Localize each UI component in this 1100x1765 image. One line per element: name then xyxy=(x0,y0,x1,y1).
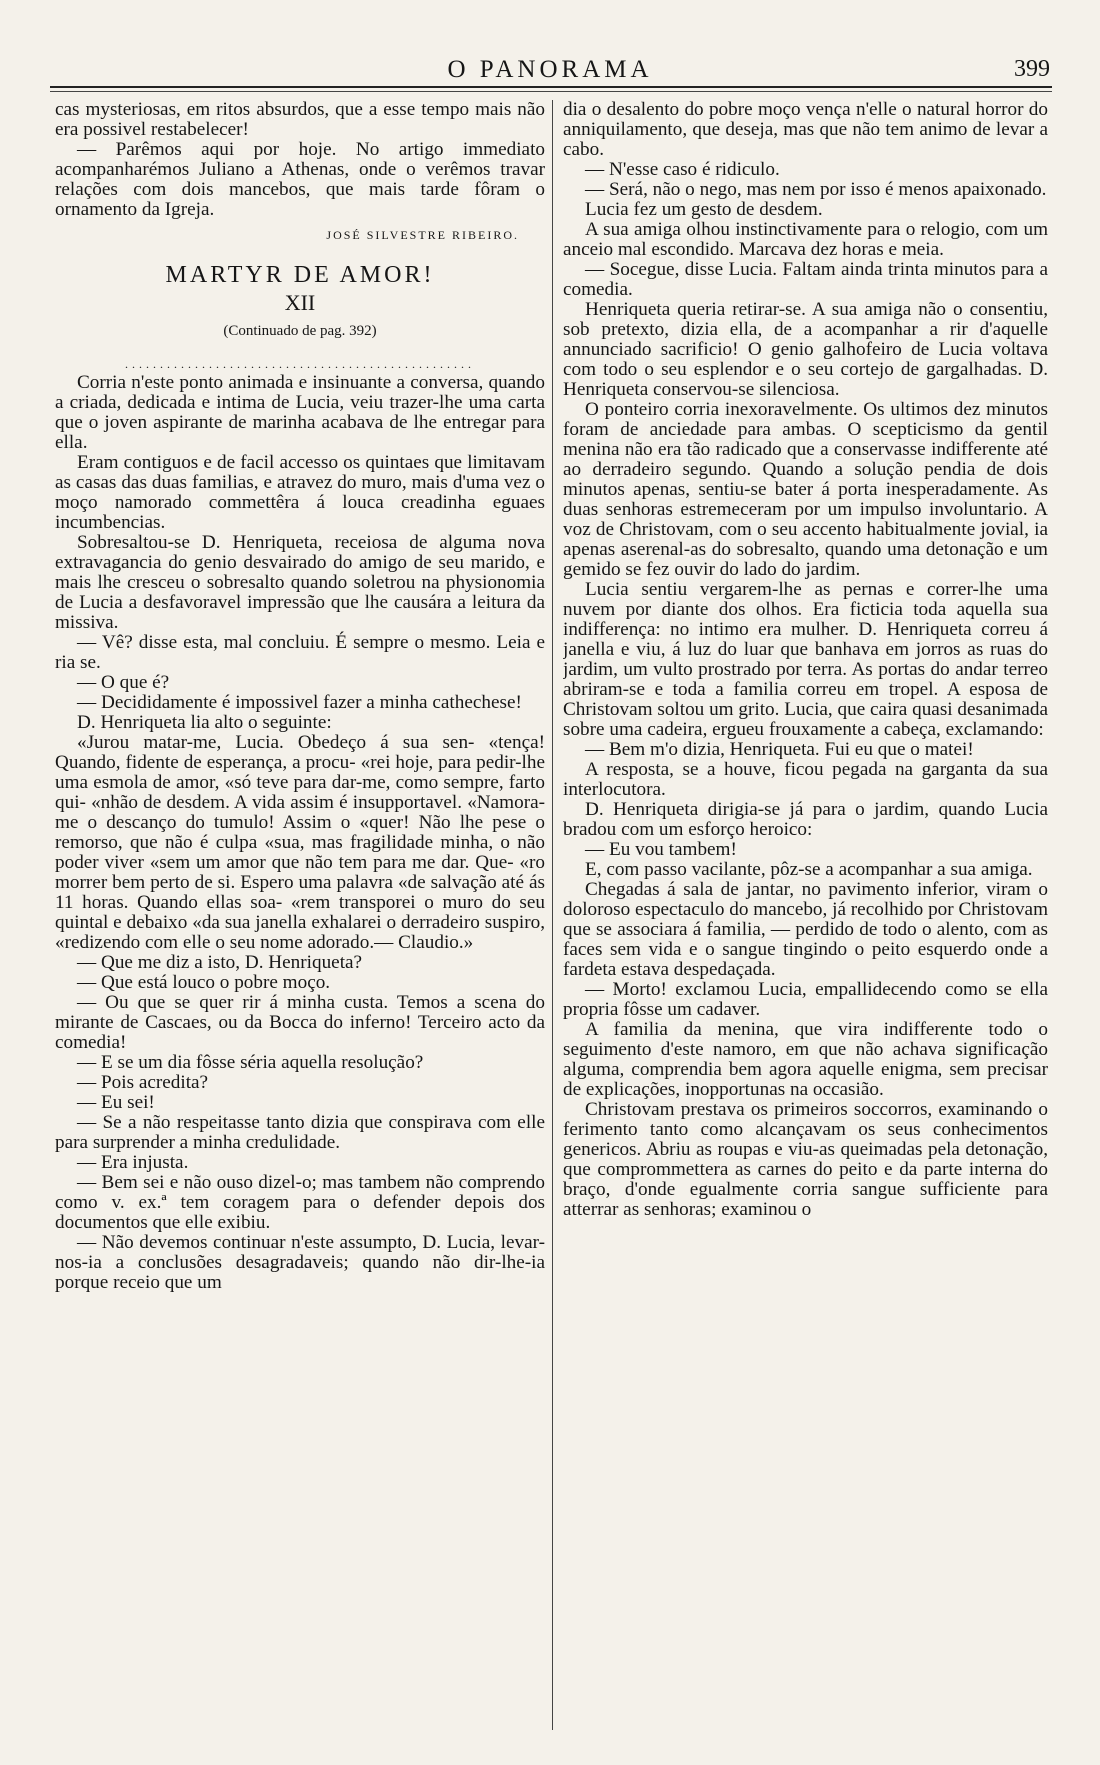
story-paragraph: — Se a não respeitasse tanto dizia que conspirava com elle para surprender a minha credulidade. xyxy=(55,1112,545,1153)
story-paragraph: D. Henriqueta lia alto o seguinte: xyxy=(77,712,332,733)
story-paragraph: Chegadas á sala de jantar, no pavimento inferior, viram o doloroso espectaculo do mancebo, já recolhido por Christovam que se associara á familia, — perdido de todo o alento, com as faces sem vida e o sangue tingindo o peito esquerdo onde a fardeta estava despedaçada. xyxy=(563,879,1048,980)
story-body-left xyxy=(55,373,545,1293)
story-paragraph: Christovam prestava os primeiros soccorros, examinando o ferimento tanto como alcançavam os seus conhecimentos genericos. Abriu as roupas e viu-as queimadas pela detonação, que comprommettera as carnes do peito e da parte interna do braço, d'onde egualmente corria sangue sufficiente para atterrar as senhoras; examinou o xyxy=(563,1099,1048,1220)
story-paragraph: Lucia sentiu vergarem-lhe as pernas e correr-lhe uma nuvem por diante dos olhos. Era ficticia toda aquella sua indifferença: no intimo era mulher. D. Henriqueta correu á janella e viu, á luz do luar que banhava em jorros as ruas do jardim, um vulto prostrado por terra. As portas do andar terreo abriram-se e toda a familia correu em tropel. A esposa de Christovam soltou um grito. Lucia, que caira quasi desanimada sobre uma cadeira, ergueu frouxamente a cabeça, exclamando: xyxy=(563,579,1048,740)
story-paragraph: dia o desalento do pobre moço vença n'elle o natural horror do anniquilamento, que deseja, mas que não tem animo de levar a cabo. xyxy=(563,100,1048,160)
header-rule-thin xyxy=(50,91,1052,92)
masthead: O PANORAMA xyxy=(447,56,653,83)
story-paragraph: — O que é? xyxy=(77,672,170,693)
story-paragraph: Lucia fez um gesto de desdem. xyxy=(585,199,823,220)
story-paragraph: Sobresaltou-se D. Henriqueta, receiosa de alguma nova extravagancia do genio desvairado do amigo de seu marido, e mais lhe cresceu o sobresalto quando soletrou na physionomia de Lucia a desfavoravel impressão que lhe causára a leitura da missiva. xyxy=(55,532,545,633)
story-paragraph: — Bem sei e não ouso dizel-o; mas tambem não comprendo como v. ex.ª tem coragem para o defender depois dos documentos que elle exibiu. xyxy=(55,1172,545,1233)
story-paragraph: E, com passo vacilante, pôz-se a acompanhar a sua amiga. xyxy=(585,859,1033,880)
story-paragraph: — Vê? disse esta, mal concluiu. É sempre o mesmo. Leia e ria se. xyxy=(55,632,545,673)
story-paragraph: — Ou que se quer rir á minha custa. Temos a scena do mirante de Cascaes, ou da Bocca do inferno! Terceiro acto da comedia! xyxy=(55,992,545,1053)
story-paragraph: — Socegue, disse Lucia. Faltam ainda trinta minutos para a comedia. xyxy=(563,259,1048,300)
story-paragraph: — Será, não o nego, mas nem por isso é menos apaixonado. xyxy=(585,179,1047,200)
page-number: 399 xyxy=(1014,56,1050,82)
story-paragraph: Henriqueta queria retirar-se. A sua amiga não o consentiu, sob pretexto, dizia ella, de a acompanhar a rir d'aquelle annunciado sacrificio! O genio galhofeiro de Lucia voltava com todo o seu esplendor e o seu cortejo de gargalhadas. D. Henriqueta conservou-se silenciosa. xyxy=(563,299,1048,400)
story-paragraph: — Morto! exclamou Lucia, empallidecendo como se ella propria fôsse um cadaver. xyxy=(563,979,1048,1020)
story-paragraph: — Bem m'o dizia, Henriqueta. Fui eu que o matei! xyxy=(585,739,974,760)
page-header xyxy=(50,56,1050,86)
continuation-note: (Continuado de pag. 392) xyxy=(223,323,377,339)
story-paragraph: — E se um dia fôsse séria aquella resolução? xyxy=(77,1052,424,1073)
story-paragraph: — Que me diz a isto, D. Henriqueta? xyxy=(77,952,363,973)
story-paragraph: — Não devemos continuar n'este assumpto, D. Lucia, levar-nos-ia a conclusões desagradaveis; quando não dir-lhe-ia porque receio que um xyxy=(55,1232,545,1293)
right-column xyxy=(563,100,1048,1740)
story-paragraph: A familia da menina, que vira indifferente todo o seguimento d'este namoro, em que não achava significação alguma, comprendia bem agora aquelle enigma, sem precisar de explicações, inopportunas na occasião. xyxy=(563,1019,1048,1100)
story-paragraph: — Que está louco o pobre moço. xyxy=(77,972,331,993)
story-body-right xyxy=(563,100,1048,1220)
story-paragraph: A resposta, se a houve, ficou pegada na garganta da sua interlocutora. xyxy=(563,759,1048,800)
story-paragraph: — Eu sei! xyxy=(77,1092,155,1113)
ellipsis-separator: .................................................. xyxy=(125,357,475,371)
article-paragraph: cas mysteriosas, em ritos absurdos, que a esse tempo mais não era possivel restabelecer! xyxy=(55,100,545,140)
left-column xyxy=(55,100,545,1740)
story-paragraph: — N'esse caso é ridiculo. xyxy=(585,159,780,180)
story-paragraph: — Pois acredita? xyxy=(77,1072,209,1093)
article-paragraph: — Parêmos aqui por hoje. No artigo immediato acompanharémos Juliano a Athenas, onde o verêmos travar relações com dois mancebos, que mais tarde fôram o ornamento da Igreja. xyxy=(55,139,545,220)
story-title: MARTYR DE AMOR! xyxy=(165,262,435,288)
column-divider xyxy=(552,100,553,1730)
story-paragraph: Eram contiguos e de facil accesso os quintaes que limitavam as casas das duas familias, e atravez do muro, mais d'uma vez o moço namorado commettêra á louca creadinha eguaes incumbencias. xyxy=(55,452,545,533)
story-paragraph: — Decididamente é impossivel fazer a minha cathechese! xyxy=(77,692,522,713)
story-paragraph: O ponteiro corria inexoravelmente. Os ultimos dez minutos foram de anciedade para ambas. O scepticismo da gentil menina não era tão radicado que a conservasse indifferente até ao derradeiro segundo. Quando a solução pendia de dois minutos apenas, sentiu-se bater á porta inesperadamente. As duas senhoras estremeceram por um impulso involuntario. A voz de Christovam, com o seu accento habitualmente jovial, ia apenas aserenal-as do sobresalto, quando uma detonação e um gemido se fez ouvir do lado do jardim. xyxy=(563,399,1048,580)
chapter-number: XII xyxy=(284,290,316,315)
header-rule xyxy=(50,86,1052,88)
author-signature: JOSÉ SILVESTRE RIBEIRO. xyxy=(326,228,519,242)
story-paragraph: — Eu vou tambem! xyxy=(585,839,737,860)
story-paragraph: «Jurou matar-me, Lucia. Obedeço á sua sen- «tença! Quando, fidente de esperança, a procu- «rei hoje, para pedir-lhe uma esmola de amor, «só teve para dar-me, como sempre, farto qui- «nhão de desdem. A vida assim é insupportavel. «Namora-me o descanço do tumulo! Assim o «quer! Não lhe pese o remorso, que não é culpa «sua, mas fragilidade minha, o não poder viver «sem um amor que não tem para me dar. Que- «ro morrer bem perto de si. Espero uma palavra «de salvação até ás 11 horas. Quando ellas soa- «rem transporei o muro do seu quintal e debaixo «da sua janella exhalarei o derradeiro suspiro, «redizendo com elle o seu nome adorado.— Claudio.» xyxy=(55,732,545,953)
story-paragraph: A sua amiga olhou instinctivamente para o relogio, com um anceio mal escondido. Marcava dez horas e meia. xyxy=(563,219,1048,260)
story-paragraph: Corria n'este ponto animada e insinuante a conversa, quando a criada, dedicada e intima de Lucia, veiu trazer-lhe uma carta que o joven aspirante de marinha acabava de lhe entregar para ella. xyxy=(55,372,545,453)
story-paragraph: D. Henriqueta dirigia-se já para o jardim, quando Lucia bradou com um esforço heroico: xyxy=(563,799,1048,840)
story-paragraph: — Era injusta. xyxy=(77,1152,189,1173)
